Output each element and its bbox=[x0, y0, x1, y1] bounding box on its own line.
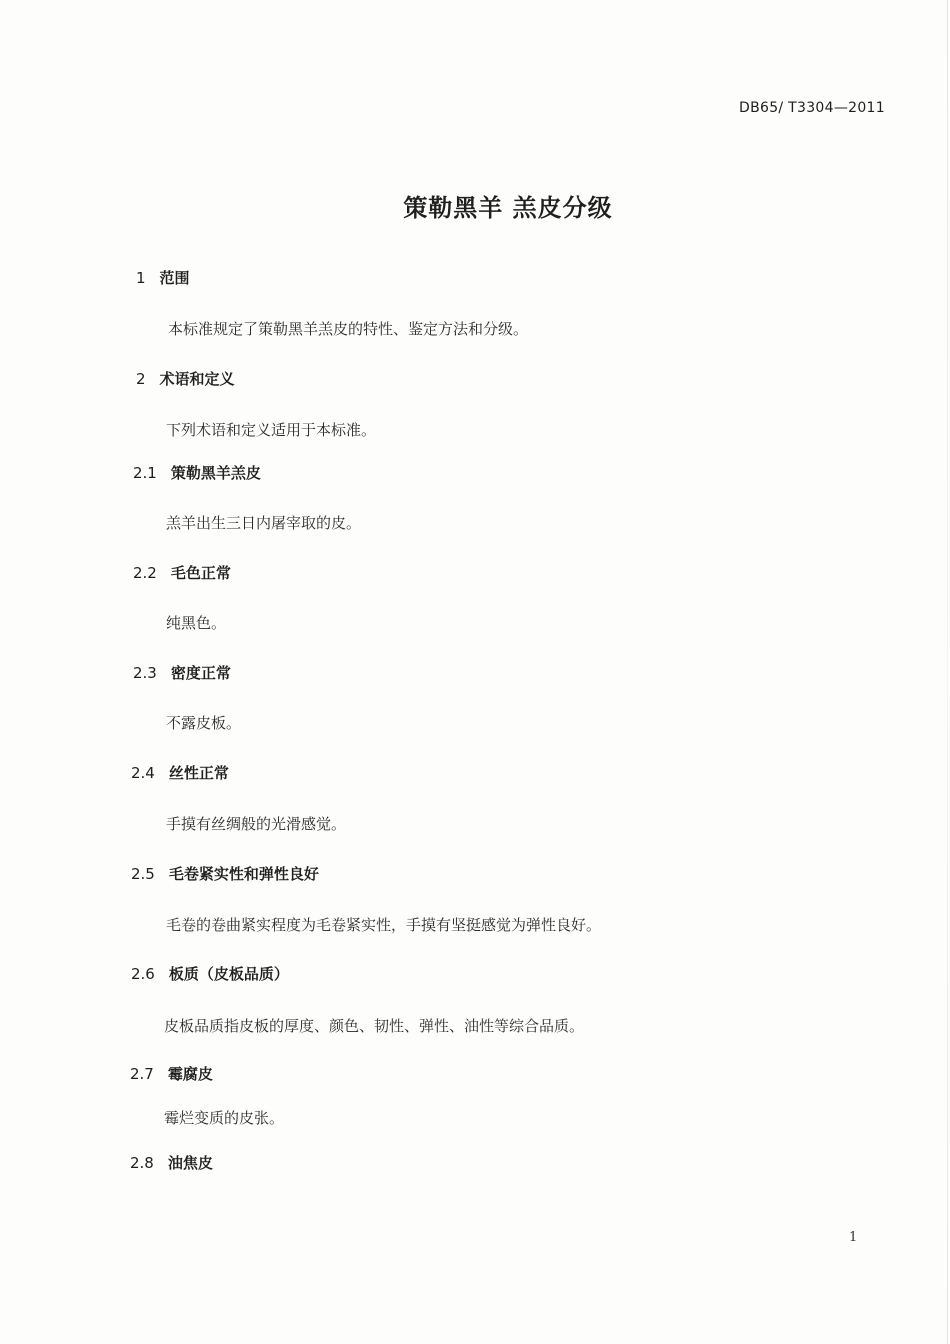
section-number: 2.4 bbox=[131, 764, 155, 782]
section-text: 皮板品质指皮板的厚度、颜色、韧性、弹性、油性等综合品质。 bbox=[164, 1017, 585, 1035]
section-heading bbox=[130, 1152, 213, 1173]
section-text: 不露皮板。 bbox=[166, 714, 242, 732]
section-text: 本标准规定了策勒黑羊羔皮的特性、鉴定方法和分级。 bbox=[168, 320, 529, 338]
section-heading bbox=[131, 863, 319, 884]
section-title: 油焦皮 bbox=[167, 1154, 213, 1172]
section-heading bbox=[136, 368, 235, 389]
document-title: 策勒黑羊 羔皮分级 bbox=[403, 194, 613, 222]
section-heading bbox=[130, 1063, 213, 1084]
section-heading bbox=[136, 267, 190, 288]
section-heading bbox=[133, 662, 231, 683]
section-number: 2.8 bbox=[130, 1154, 154, 1172]
section-number: 2.5 bbox=[131, 865, 155, 883]
section-number: 2 bbox=[136, 370, 146, 388]
section-title: 霉腐皮 bbox=[167, 1065, 213, 1083]
section-title: 策勒黑羊羔皮 bbox=[170, 464, 261, 482]
section-title: 板质（皮板品质） bbox=[168, 965, 289, 983]
section-text: 羔羊出生三日内屠宰取的皮。 bbox=[166, 514, 362, 532]
section-text: 纯黑色。 bbox=[166, 614, 227, 632]
section-heading bbox=[133, 562, 231, 583]
section-number: 2.1 bbox=[133, 464, 157, 482]
section-text: 毛卷的卷曲紧实程度为毛卷紧实性，手摸有坚挺感觉为弹性良好。 bbox=[166, 916, 602, 934]
section-text: 下列术语和定义适用于本标准。 bbox=[166, 421, 377, 439]
section-heading bbox=[131, 963, 289, 984]
page-number: 1 bbox=[849, 1230, 858, 1245]
section-text: 霉烂变质的皮张。 bbox=[164, 1109, 285, 1127]
section-title: 毛卷紧实性和弹性良好 bbox=[168, 865, 319, 883]
section-title: 密度正常 bbox=[170, 664, 231, 682]
section-number: 1 bbox=[136, 269, 146, 287]
section-title: 丝性正常 bbox=[168, 764, 229, 782]
section-number: 2.6 bbox=[131, 965, 155, 983]
standard-code: DB65/ T3304—2011 bbox=[739, 100, 885, 116]
section-text: 手摸有丝绸般的光滑感觉。 bbox=[166, 815, 347, 833]
section-heading bbox=[131, 762, 229, 783]
section-heading bbox=[133, 462, 261, 483]
section-title: 范围 bbox=[159, 269, 190, 287]
section-title: 术语和定义 bbox=[159, 370, 235, 388]
section-title: 毛色正常 bbox=[170, 564, 231, 582]
section-number: 2.3 bbox=[133, 664, 157, 682]
section-number: 2.7 bbox=[130, 1065, 154, 1083]
section-number: 2.2 bbox=[133, 564, 157, 582]
